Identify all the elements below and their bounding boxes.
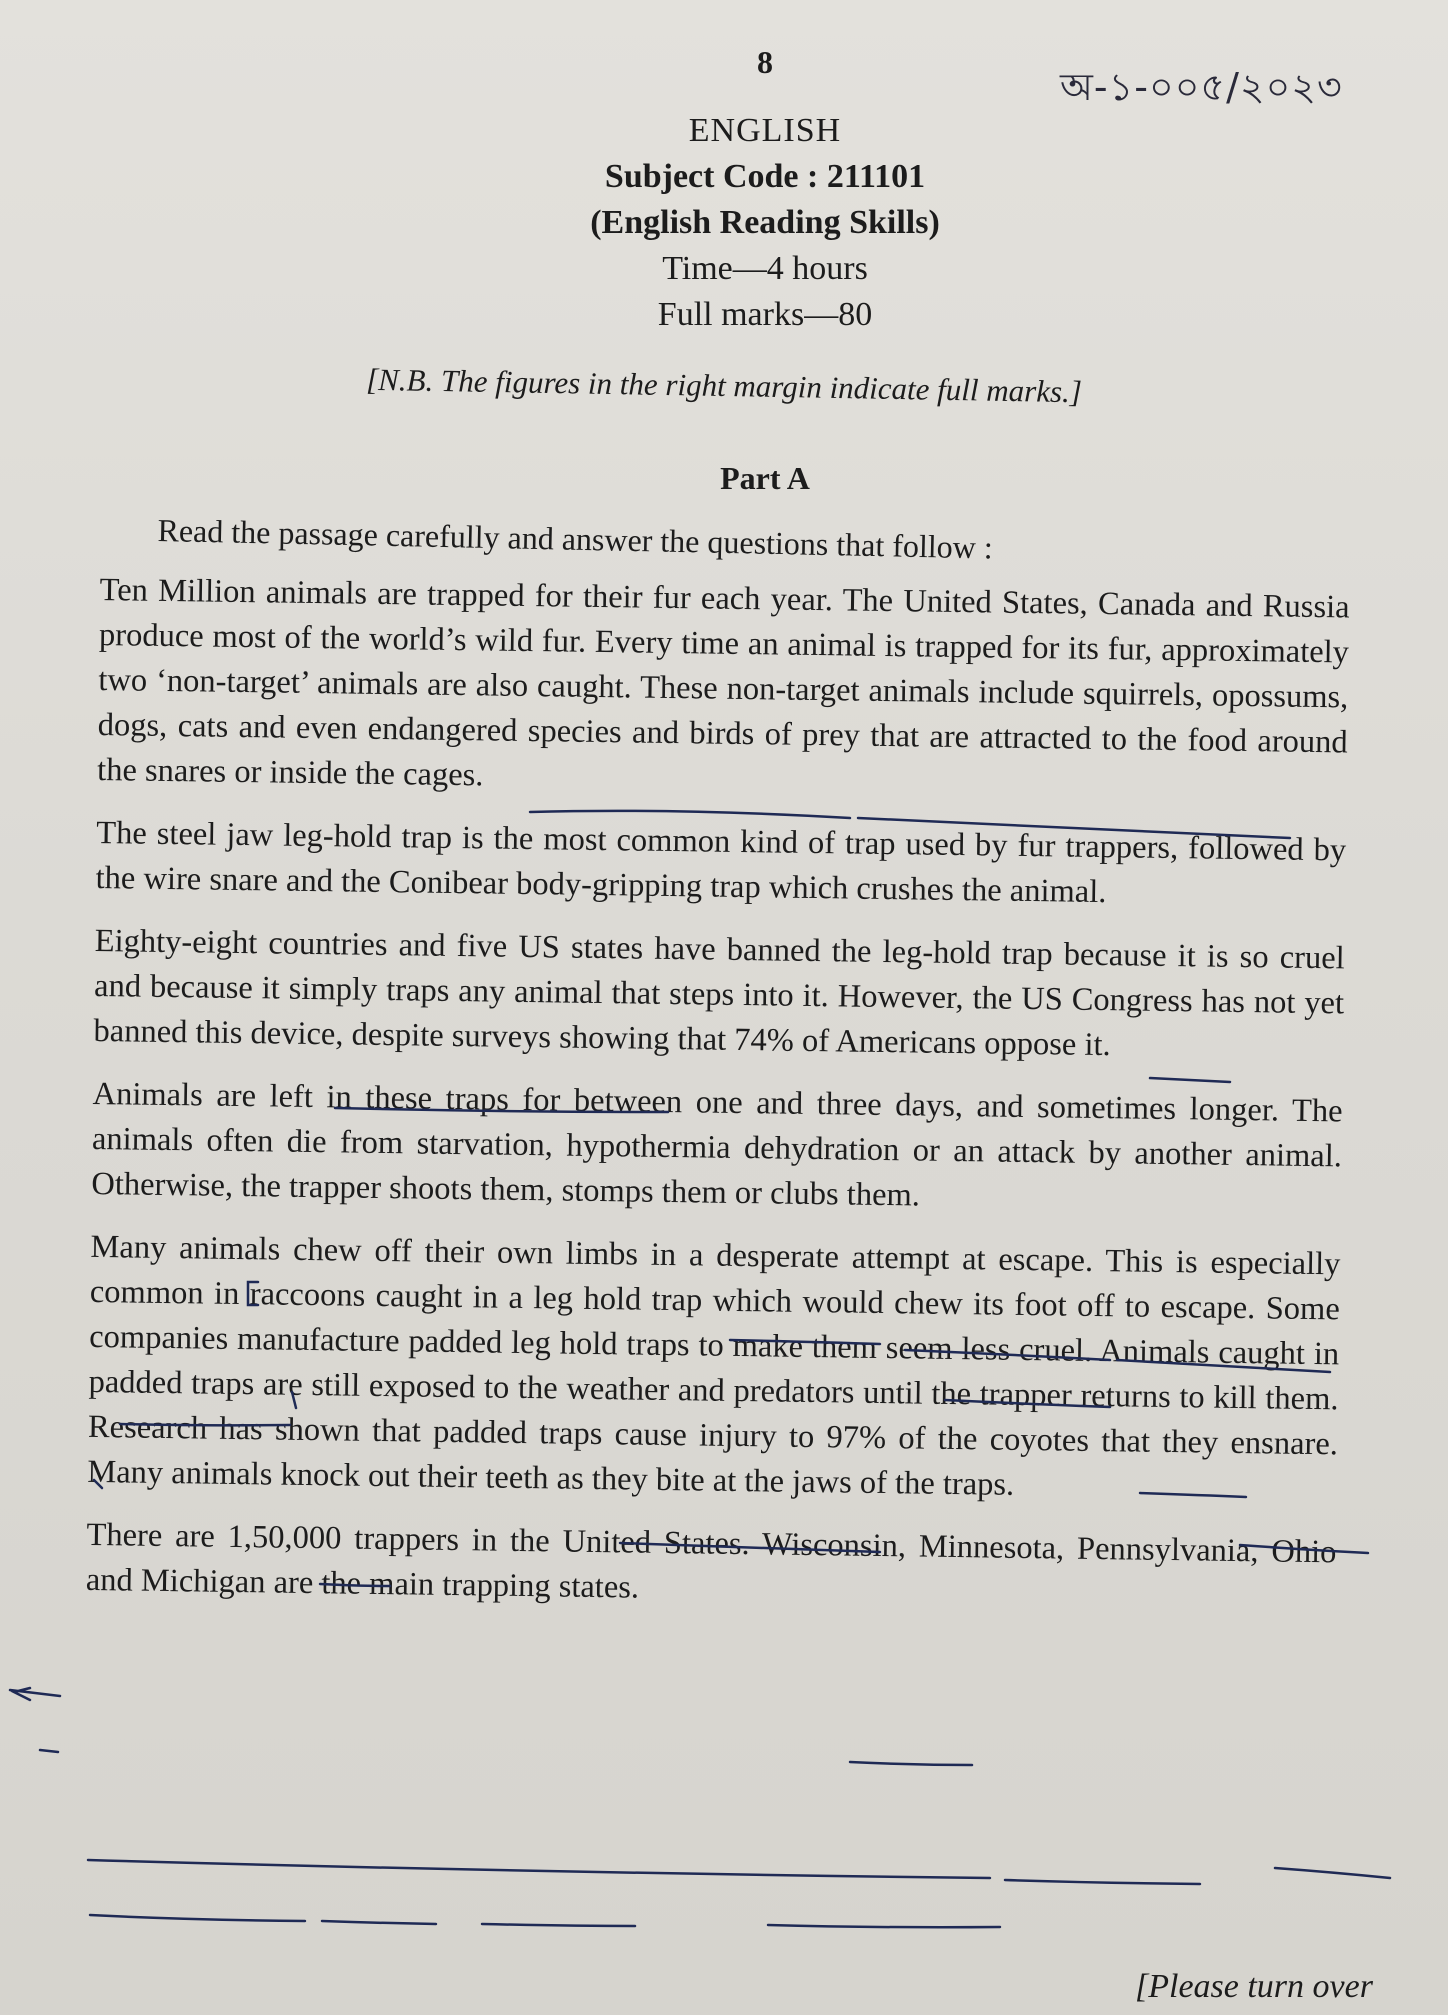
passage-paragraph: Animals are left in these traps for between one and three days, and sometimes longer. The animals often die from starvation, hypothermia dehydration or an attack by another animal. Otherwise, the trapper shoots them, stomps them or clubs them. (91, 1075, 1343, 1214)
turn-over-note: [Please turn over (1135, 1968, 1373, 2005)
underline-mark (482, 1924, 635, 1926)
passage-paragraph: There are 1,50,000 trappers in the United States. Wisconsin, Minnesota, Pennsylvania, Ohio and Michigan are the main trapping states. (85, 1516, 1337, 1606)
subject-title: ENGLISH (688, 112, 842, 149)
exam-header (0, 108, 1448, 338)
handwritten-paper-code: অ-১-০০৫/২০২৩ (1060, 65, 1343, 109)
exam-time: Time—4 hours (662, 250, 868, 287)
paper-name: (English Reading Skills) (590, 204, 940, 241)
marks-note: [N.B. The figures in the right margin indicate full marks.] (365, 361, 1083, 410)
passage-paragraph: The steel jaw leg-hold trap is the most common kind of trap used by fur trappers, followed by the wire snare and the Conibear body-gripping trap which crushes the animal. (95, 814, 1347, 911)
underline-mark (322, 1921, 436, 1924)
passage-paragraph: Eighty-eight countries and five US states have banned the leg-hold trap because it is so cruel and because it simply traps any animal that steps into it. However, the US Congress has not yet banned this device, despite surveys showing that 74% of Americans oppose it. (93, 922, 1345, 1064)
reading-passage (85, 568, 1350, 1638)
margin-arrow-mark (40, 1750, 58, 1752)
page-number: 8 (757, 44, 773, 80)
underline-mark (1275, 1868, 1390, 1878)
passage-paragraph: Many animals chew off their own limbs in a desperate attempt at escape. This is especially common in raccoons caught in a leg hold trap which would chew its foot off to escape. Some companies manufacture padded leg hold traps to make them seem less cruel. Animals caught in padded traps are still exposed to the weather and predators until the trapper returns to kill them. Research has shown that padded traps cause injury to 97% of the coyotes that they ensnare. Many animals knock out their teeth as they bite at the jaws of the traps. (87, 1228, 1341, 1503)
part-title: Part A (720, 460, 810, 496)
underline-mark (88, 1860, 990, 1878)
subject-code: Subject Code : 211101 (604, 158, 926, 195)
margin-arrow-mark (10, 1688, 60, 1700)
underline-mark (768, 1925, 1000, 1927)
full-marks: Full marks—80 (657, 296, 873, 333)
underline-mark (850, 1762, 972, 1765)
passage-paragraph: Ten Million animals are trapped for their fur each year. The United States, Canada and Russia produce most of the world’s wild fur. Every time an animal is trapped for its fur, approximately two ‘non-target’ animals are also caught. These non-target animals include squirrels, opossums, dogs, cats and even endangered species and birds of prey that are attracted to the food around the snares or inside the cages. (96, 571, 1350, 794)
instruction: Read the passage carefully and answer the questions that follow : (157, 512, 994, 566)
underline-mark (1005, 1880, 1200, 1884)
underline-mark (90, 1915, 305, 1921)
